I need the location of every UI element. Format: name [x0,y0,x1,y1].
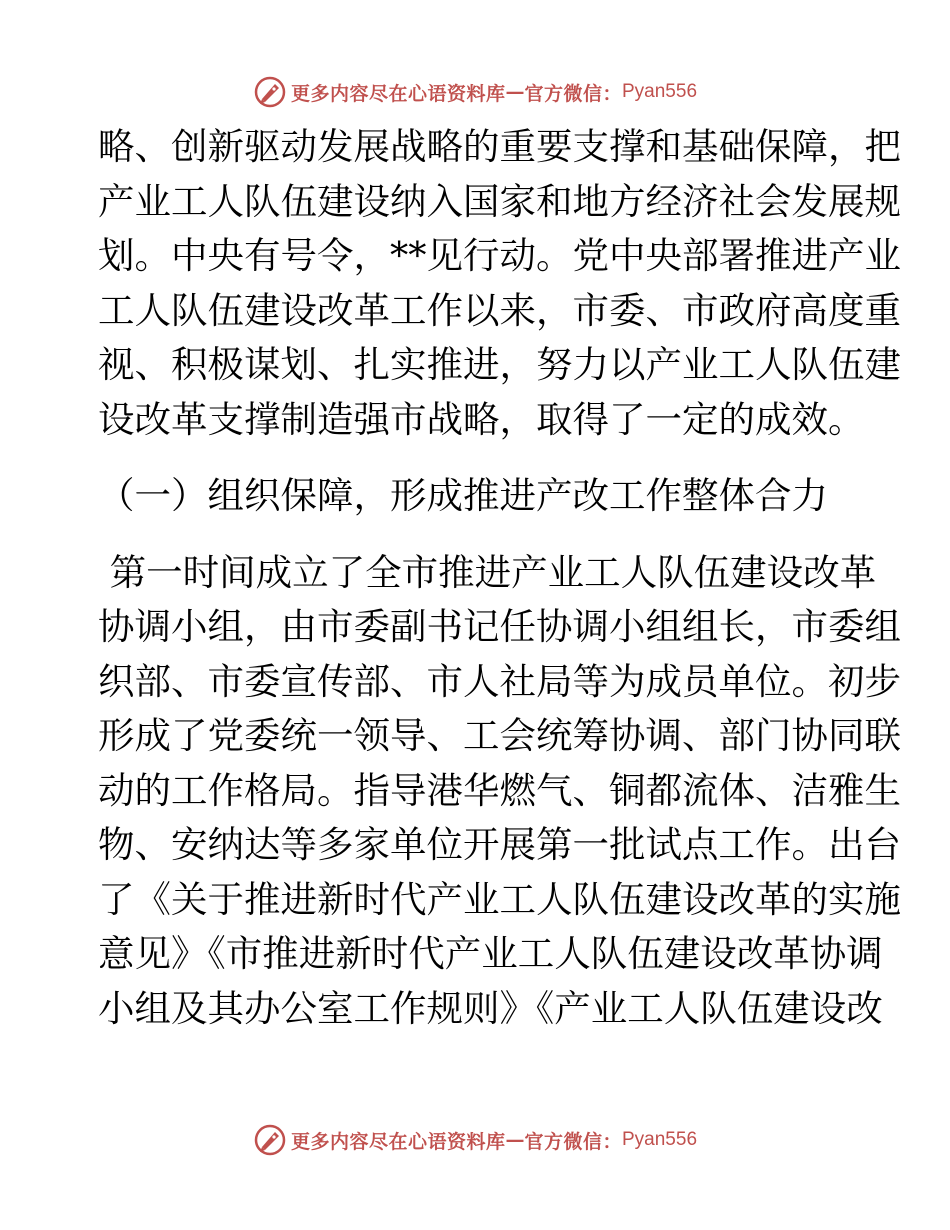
paragraph-2 [98,546,901,1037]
text-line: 协调小组，由市委副书记任协调小组组长，市委组 [98,605,901,648]
watermark-contact-id: Pyan556 [622,1129,698,1150]
text-line: 意见》《市推进新时代产业工人队伍建设改革协调 [98,932,883,975]
text-line: 了《关于推进新时代产业工人队伍建设改革的实施 [98,877,901,921]
text-line: 织部、市委宣传部、市人社局等为成员单位。初步 [98,659,901,703]
text-line: 形成了党委统一领导、工会统筹协调、部门协同联 [98,714,901,757]
text-line: 略、创新驱动发展战略的重要支撑和基础保障，把 [98,125,901,168]
footer-watermark [0,1120,950,1160]
watermark-group [253,75,697,109]
text-line: 产业工人队伍建设纳入国家和地方经济社会发展规 [98,179,901,223]
document-body [98,120,901,1036]
text-line: 设改革支撑制造强市战略，取得了一定的成效。 [98,397,865,441]
text-line: 第一时间成立了全市推进产业工人队伍建设改革 [98,550,877,594]
paragraph-1 [98,120,901,447]
text-line: 物、安纳达等多家单位开展第一批试点工作。出台 [98,823,901,866]
watermark-separator: — [505,1129,525,1151]
paragraph-spacer [98,447,858,469]
text-line: 小组及其办公室工作规则》《产业工人队伍建设改 [98,986,883,1030]
watermark-separator: — [505,81,525,103]
watermark-contact-label: 官方微信： [524,82,622,105]
pen-nib-logo-icon [253,75,287,109]
pen-nib-logo-icon [253,1123,287,1157]
watermark-group [253,1123,697,1157]
watermark-contact-label: 官方微信： [524,1130,622,1153]
watermark-site-text: 更多内容尽在心语资料库 [290,82,506,105]
watermark-site-text: 更多内容尽在心语资料库 [290,1130,506,1153]
header-watermark [0,72,950,112]
text-line: 工人队伍建设改革工作以来，市委、市政府高度重 [98,288,901,332]
text-line: 动的工作格局。指导港华燃气、铜都流体、洁雅生 [98,768,901,812]
text-line: 划。中央有号令，**见行动。党中央部署推进产业 [98,234,901,277]
text-line: 视、积极谋划、扎实推进，努力以产业工人队伍建 [98,343,901,386]
paragraph-spacer [98,524,858,546]
section-heading: （一）组织保障，形成推进产改工作整体合力 [98,474,828,517]
watermark-contact-id: Pyan556 [622,81,698,102]
